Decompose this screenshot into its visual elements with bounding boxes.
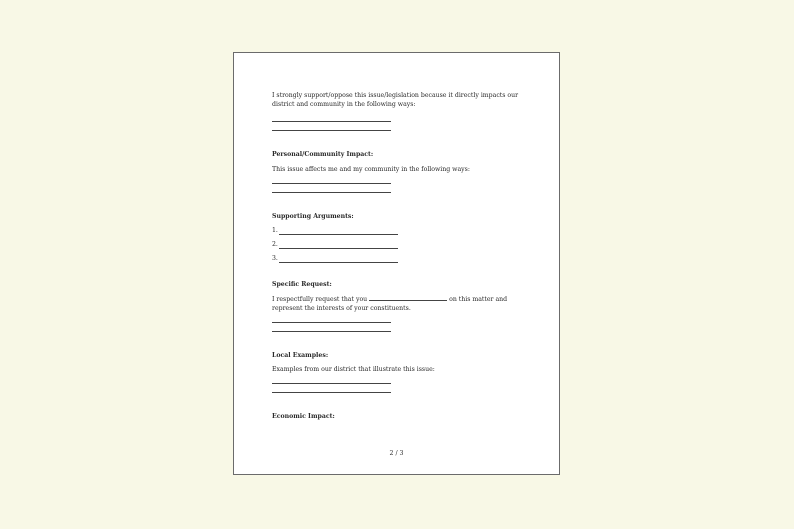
specific-request-blank-line-2[interactable] [272,323,391,332]
argument-blank-1[interactable] [279,227,398,235]
specific-request-paragraph [272,294,532,313]
argument-number-1: 1. [272,227,278,234]
economic-impact-heading: Economic Impact: [272,413,335,420]
intro-paragraph: I strongly support/oppose this issue/legislation because it directly impacts our district and community in the following ways: [272,92,519,108]
page-content [272,91,532,421]
argument-blank-2[interactable] [279,241,398,249]
specific-request-heading: Specific Request: [272,281,332,288]
supporting-arguments-heading: Supporting Arguments: [272,213,354,220]
specific-request-text-after: on this matter and represent the interests of your constituents. [272,296,508,312]
specific-request-text-before: I respectfully request that you [272,296,370,303]
specific-request-blank-line-1[interactable] [272,314,391,323]
local-examples-heading: Local Examples: [272,352,329,359]
intro-blank-line-1[interactable] [272,113,391,122]
personal-impact-text: This issue affects me and my community in the following ways: [272,166,470,173]
argument-line-3[interactable] [272,254,532,263]
argument-blank-3[interactable] [279,255,398,263]
local-examples-blank-line-1[interactable] [272,375,391,384]
document-page [233,52,560,475]
argument-line-1[interactable] [272,226,532,235]
intro-blank-line-2[interactable] [272,122,391,131]
personal-impact-blank-line-1[interactable] [272,175,391,184]
argument-number-2: 2. [272,241,278,248]
local-examples-text: Examples from our district that illustrate this issue: [272,366,435,373]
argument-line-2[interactable] [272,240,532,249]
personal-impact-blank-line-2[interactable] [272,184,391,193]
page-indicator: 2 / 3 [389,450,404,457]
personal-impact-heading: Personal/Community Impact: [272,151,374,158]
argument-number-3: 3. [272,255,278,262]
local-examples-blank-line-2[interactable] [272,384,391,393]
specific-request-blank[interactable] [369,294,447,301]
